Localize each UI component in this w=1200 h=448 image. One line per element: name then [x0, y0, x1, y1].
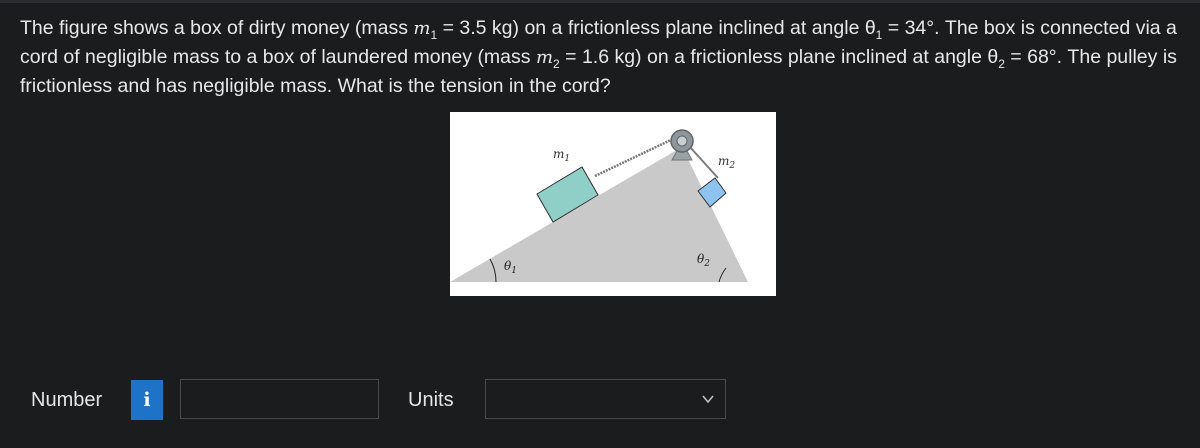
- theta2-label: $\theta_2$: [697, 252, 710, 269]
- units-select[interactable]: [485, 379, 726, 419]
- units-label: Units: [408, 389, 454, 411]
- number-input[interactable]: [180, 379, 379, 419]
- incline-figure: [450, 112, 776, 296]
- theta1-label: $\theta_1$: [504, 259, 517, 276]
- top-divider: [0, 0, 1200, 3]
- info-icon[interactable]: i: [131, 380, 163, 420]
- m2-label: $m_2$: [718, 154, 736, 171]
- question-text: The figure shows a box of dirty money (mass $m_1 = 3.5$ kg) on a frictionless plane inclined at angle $\theta_1 = 34^\circ$. The box is connected via a cord of negligible mass to a box of laundered money (mass $m_2 = 1.6$ kg) on a frictionless plane inclined at angle $\theta_2 = 68^\circ$. The pulley is frictionless and has negligible mass. What is the tension in the cord?: [20, 17, 1177, 97]
- incline-diagram: [450, 112, 776, 296]
- chevron-down-icon: [701, 392, 715, 406]
- number-label: Number: [31, 389, 103, 411]
- pulley-axle: [677, 136, 687, 146]
- answer-row: [0, 378, 1200, 422]
- m1-label: $m_1$: [553, 147, 571, 164]
